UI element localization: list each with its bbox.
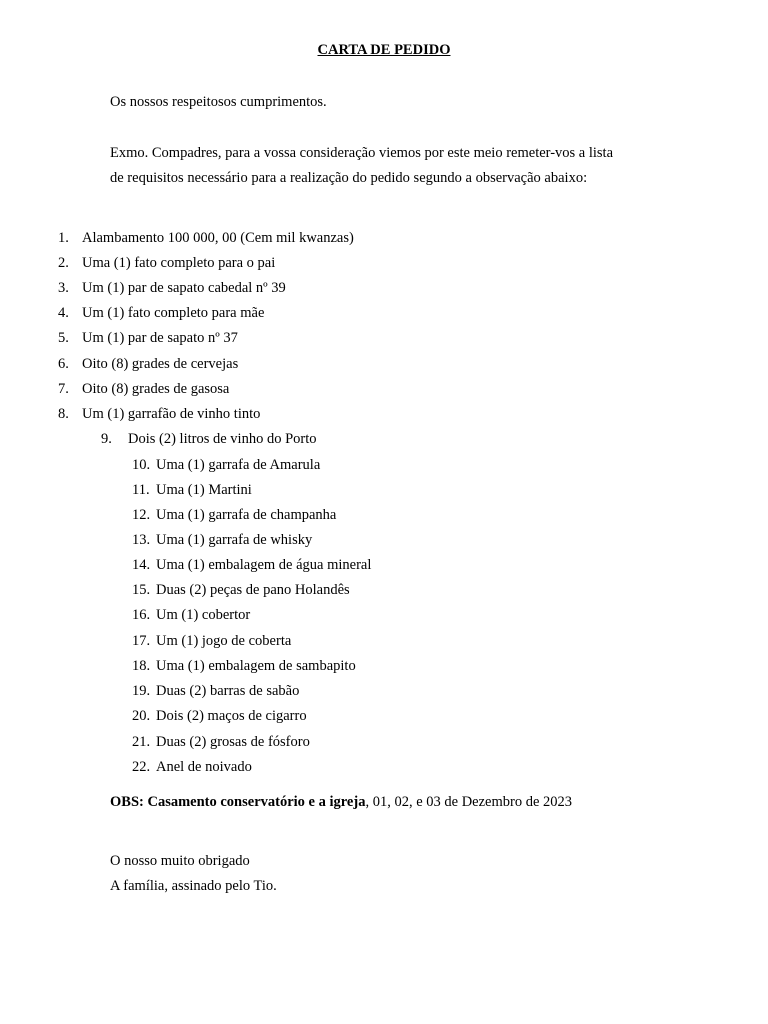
item-number: 13. <box>132 532 151 548</box>
list-item <box>58 255 275 272</box>
item-number: 5. <box>58 330 69 346</box>
list-item <box>101 431 317 448</box>
list-item <box>132 633 291 650</box>
list-item <box>58 356 238 373</box>
item-text: Alambamento 100 000, 00 (Cem mil kwanzas) <box>82 230 354 246</box>
item-number: 3. <box>58 280 69 296</box>
item-text: Um (1) garrafão de vinho tinto <box>82 406 261 422</box>
item-number: 9. <box>101 431 112 447</box>
item-text: Um (1) par de sapato cabedal nº 39 <box>82 280 286 296</box>
greeting: Os nossos respeitosos cumprimentos. <box>110 94 327 110</box>
item-number: 7. <box>58 381 69 397</box>
item-number: 10. <box>132 457 151 473</box>
document-title: CARTA DE PEDIDO <box>317 42 451 58</box>
intro-line-1: Exmo. Compadres, para a vossa consideração viemos por este meio remeter-vos a lista <box>110 145 614 161</box>
list-item <box>132 708 307 725</box>
item-text: Oito (8) grades de gasosa <box>82 381 230 397</box>
list-item <box>132 557 371 574</box>
item-text: Um (1) cobertor <box>156 607 251 623</box>
list-item <box>132 607 250 624</box>
item-text: Uma (1) embalagem de sambapito <box>156 658 356 674</box>
item-text: Oito (8) grades de cervejas <box>82 356 239 372</box>
list-item <box>132 507 336 524</box>
list-item <box>132 532 312 549</box>
list-item <box>58 230 354 247</box>
list-item <box>58 330 238 347</box>
item-text: Uma (1) Martini <box>156 482 252 498</box>
list-item <box>132 582 350 599</box>
item-number: 12. <box>132 507 151 523</box>
item-number: 1. <box>58 230 69 246</box>
item-text: Uma (1) embalagem de água mineral <box>156 557 372 573</box>
item-text: Duas (2) grosas de fósforo <box>156 734 310 750</box>
item-number: 20. <box>132 708 151 724</box>
item-number: 8. <box>58 406 69 422</box>
closing-thanks: O nosso muito obrigado <box>110 853 250 869</box>
item-text: Um (1) fato completo para mãe <box>82 305 265 321</box>
item-number: 14. <box>132 557 151 573</box>
item-number: 19. <box>132 683 151 699</box>
item-number: 2. <box>58 255 69 271</box>
list-item <box>58 381 229 398</box>
list-item <box>132 457 320 474</box>
list-item <box>132 683 299 700</box>
list-item <box>58 305 264 322</box>
item-number: 6. <box>58 356 69 372</box>
list-item <box>132 658 356 675</box>
item-number: 18. <box>132 658 151 674</box>
item-text: Uma (1) garrafa de champanha <box>156 507 337 523</box>
item-number: 15. <box>132 582 151 598</box>
item-number: 17. <box>132 633 151 649</box>
list-item <box>58 280 286 297</box>
observation-note <box>110 794 572 811</box>
item-text: Dois (2) maços de cigarro <box>156 708 307 724</box>
observation-label: OBS: Casamento conservatório e a igreja <box>110 794 366 810</box>
intro-line-2: de requisitos necessário para a realização do pedido segundo a observação abaixo: <box>110 170 588 186</box>
list-item <box>58 406 260 423</box>
list-item <box>132 759 252 776</box>
item-text: Uma (1) garrafa de whisky <box>156 532 313 548</box>
item-text: Um (1) par de sapato nº 37 <box>82 330 238 346</box>
item-text: Uma (1) garrafa de Amarula <box>156 457 321 473</box>
item-text: Um (1) jogo de coberta <box>156 633 292 649</box>
closing-signature: A família, assinado pelo Tio. <box>110 878 277 894</box>
item-text: Anel de noivado <box>156 759 252 775</box>
observation-dates: , 01, 02, e 03 de Dezembro de 2023 <box>365 794 573 810</box>
item-text: Uma (1) fato completo para o pai <box>82 255 276 271</box>
item-number: 11. <box>132 482 150 498</box>
item-number: 4. <box>58 305 69 321</box>
item-text: Dois (2) litros de vinho do Porto <box>128 431 317 447</box>
list-item <box>132 734 310 751</box>
item-text: Duas (2) barras de sabão <box>156 683 300 699</box>
item-text: Duas (2) peças de pano Holandês <box>156 582 350 598</box>
item-number: 22. <box>132 759 151 775</box>
item-number: 21. <box>132 734 151 750</box>
item-number: 16. <box>132 607 151 623</box>
list-item <box>132 482 252 499</box>
